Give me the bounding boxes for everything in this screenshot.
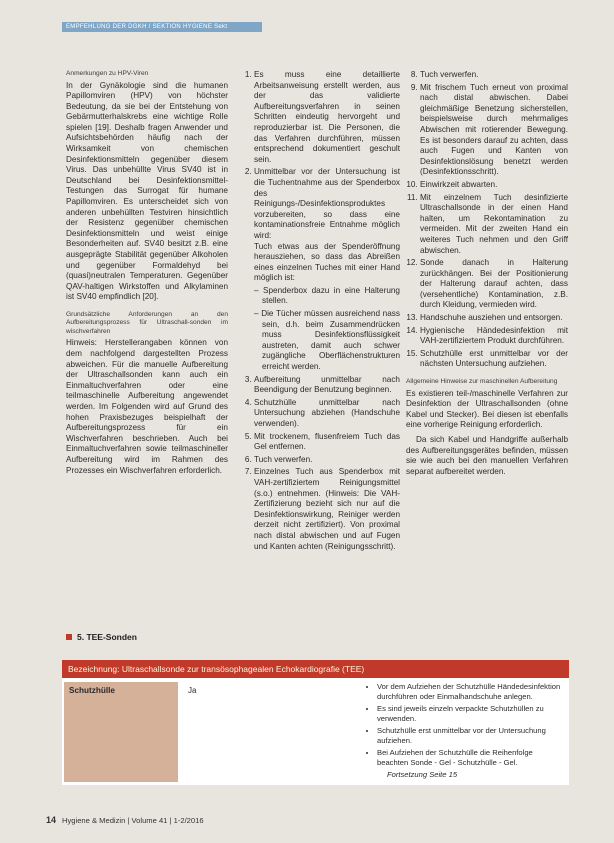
list-item: • Es sind jeweils einzeln verpackte Schutzhüllen zu verwenden. <box>377 704 565 724</box>
machine-paragraph-1: Es existieren teil-/maschinelle Verfahren zur Desinfektion der Ultraschallsonden (ohne Kabel und Stecker). Bei diesen ist ebenfalls eine vorherige Reinigung erforderlich. <box>406 388 568 430</box>
machine-paragraph-2: Da sich Kabel und Handgriffe außerhalb des Aufbereitungsgerätes befinden, müssen sie wie auch bei den manuellen Verfahren separat aufbereitet werden. <box>406 434 568 476</box>
list-item: 7. Einzelnes Tuch aus Spenderbox mit VAH-zertifiziertem Reinigungsmittel (s.o.) entnehmen. (Hinweis: Die VAH-Zertifizierung bezieht sich nur auf die Desinfektionswirkung, Reiniger werden derzeit nicht zertifiziert). Von proximal nach distal abwischen und auf Fugen und Kanten achten (Reinigungsschritt). <box>254 467 400 552</box>
list-item: • Bei Aufziehen der Schutzhülle die Reihenfolge beachten Sonde - Gel - Schutzhülle - Gel. <box>377 748 565 768</box>
list-item: 6. Tuch verwerfen. <box>254 455 400 466</box>
column-3 <box>406 70 568 481</box>
table-row-label-cell <box>64 682 178 782</box>
table-title: Bezeichnung: Ultraschallsonde zur transösophagealen Echokardiografie (TEE) <box>68 664 365 674</box>
list-item-text: Unmittelbar vor der Untersuchung ist die Tuchentnahme aus der Spenderbox des Reinigungs-/Desinfektionsproduktes vorzubereiten, so dass eine kontaminationsfreie Entnahme möglich wird: <box>254 167 400 240</box>
hpv-paragraph: In der Gynäkologie sind die humanen Papillomviren (HPV) von höchster Bedeutung, da sie bei der Entstehung von Gebärmutterhalskrebs eine wichtige Rolle spielen [19]. Deshalb fragen Anwender und Aufsichtsbehörden häufig nach der Wirksamkeit von chemischen Desinfektionsmitteln gegenüber diesem Virus. Das unbehüllte Virus SV40 ist in Deutschland bei Desinfektionsmittel-Testungen das Surrogat für humane Papillomviren. Es unterscheidet sich von anderen unbehüllten Testviren hinsichtlich der Resistenz gegenüber chemischen Desinfektionsmitteln und weist einige Besonderheiten auf. SV40 besitzt z.B. eine ausgeprägte Stabilität gegenüber Alkoholen und gegenüber Formaldehyd bei (quasi)neutralen Temperaturen. Gegenüber QAV-haltigen Wirkstoffen und Alkylaminen ist SV40 empfindlich [20]. <box>66 80 228 302</box>
dash-item: – Spenderbox dazu in eine Halterung stellen. <box>262 286 400 307</box>
list-item: • Vor dem Aufziehen der Schutzhülle Händedesinfektion durchführen oder Einmalhandschuhe anlegen. <box>377 682 565 702</box>
table-row-value-cell <box>184 682 364 782</box>
list-item: 5. Mit trockenem, flusenfreiem Tuch das Gel entfernen. <box>254 432 400 453</box>
dash-item: – Die Tücher müssen ausreichend nass sein, d.h. beim Zusammendrücken muss Desinfektionsflüssigkeit austreten, damit auch schwer zugängliche Oberflächenstrukturen erreicht werden. <box>262 309 400 373</box>
running-header <box>62 22 262 32</box>
running-title: EMPFEHLUNG DER DGKH / SEKTION HYGIENE Sekt <box>66 24 228 30</box>
sub-instruction: Tuch etwas aus der Spenderöffnung herausziehen, so dass das Abreißen eines einzelnen Tuches mit einer Hand möglich ist: <box>254 241 400 283</box>
list-item: 11. Mit einzelnem Tuch desinfizierte Ultraschallsonde in der einen Hand halten, um Rekontamination zu vermeiden. Mit der zweiten Hand ein weiteres Tuch nehmen und den Griff abwischen. <box>420 193 568 257</box>
list-item: 10. Einwirkzeit abwarten. <box>420 180 568 191</box>
continuation-note: Fortsetzung Seite 15 <box>387 770 458 779</box>
list-item: 13. Handschuhe ausziehen und entsorgen. <box>420 313 568 324</box>
list-item <box>254 167 400 372</box>
row-label: Schutzhülle <box>69 686 115 695</box>
journal-info: Hygiene & Medizin | Volume 41 | 1-2/2016 <box>62 816 204 825</box>
tee-table <box>62 660 569 785</box>
table-row-notes-cell <box>367 682 565 779</box>
list-item: 8. Tuch verwerfen. <box>420 70 568 81</box>
list-item: 12. Sonde danach in Halterung zurückhängen. Bei der Positionierung der Halterung darauf achten, dass (versehentliche) Kontamination, z.B. durch Kleidung, vermieden wird. <box>420 258 568 311</box>
requirements-heading: Grundsätzliche Anforderungen an den Aufbereitungsprozess für Ultraschall-sonden im wischverfahren <box>66 310 228 335</box>
table-header <box>62 660 569 678</box>
row-value: Ja <box>188 686 197 695</box>
column-2 <box>240 70 400 554</box>
procedure-list-part2 <box>406 70 568 370</box>
column-1 <box>66 70 228 480</box>
section-bullet-icon <box>66 634 72 640</box>
list-item: 14. Hygienische Händedesinfektion mit VAH-zertifiziertem Produkt durchführen. <box>420 326 568 347</box>
requirements-paragraph: Hinweis: Herstellerangaben können von dem nachfolgend dargestellten Prozess abweichen. Für die manuelle Aufbereitung der Ultraschallsonden kann auch ein Einmaltuchverfahren oder eine teilmaschinelle Aufbereitung angewendet werden. Im Folgenden wird auf Grund des hohen Praxisbezuges beispielhaft der Aufbereitungsprozess für ein Wischverfahren beschrieben. Auch bei Einmaltuchverfahren sowie teilmaschineller Aufbereitung wird im Rahmen des Prozesses ein Wischverfahren erforderlich. <box>66 338 228 475</box>
list-item: 4. Schutzhülle unmittelbar nach Untersuchung abziehen (Handschuhe verwenden). <box>254 398 400 430</box>
notes-list <box>367 682 565 768</box>
page-number: 14 <box>46 815 57 825</box>
list-item: 9. Mit frischem Tuch erneut von proximal nach distal abwischen. Dabei gleichmäßige Benetzung sicherstellen, beispielsweise durch mehrmaliges Abwischen mit rotierender Bewegung. Es ist besonders darauf zu achten, dass auch Fugen und Kanten von Desinfektionslösung benetzt werden (Desinfektionsschritt). <box>420 83 568 178</box>
list-item: 3. Aufbereitung unmittelbar nach Beendigung der Benutzung beginnen. <box>254 375 400 396</box>
machine-heading: Allgemeine Hinweise zur maschinellen Aufbereitung <box>406 378 558 386</box>
list-item: 1. Es muss eine detaillierte Arbeitsanweisung erstellt werden, aus der das validierte Aufbereitungsverfahren in seinen Schritten eindeutig hervorgeht und reproduzierbar ist. Die Personen, die das Verfahren durchführen, müssen entsprechend dokumentiert geschult sein. <box>254 70 400 165</box>
section-title-text: 5. TEE-Sonden <box>77 632 137 642</box>
list-item: 15. Schutzhülle erst unmittelbar vor der nächsten Untersuchung aufziehen. <box>420 349 568 370</box>
page-footer <box>46 815 204 825</box>
procedure-list-part1 <box>240 70 400 552</box>
hpv-heading: Anmerkungen zu HPV-Viren <box>66 70 149 77</box>
list-item: • Schutzhülle erst unmittelbar vor der Untersuchung aufziehen. <box>377 726 565 746</box>
dash-list <box>254 286 400 373</box>
section-title <box>66 632 137 642</box>
